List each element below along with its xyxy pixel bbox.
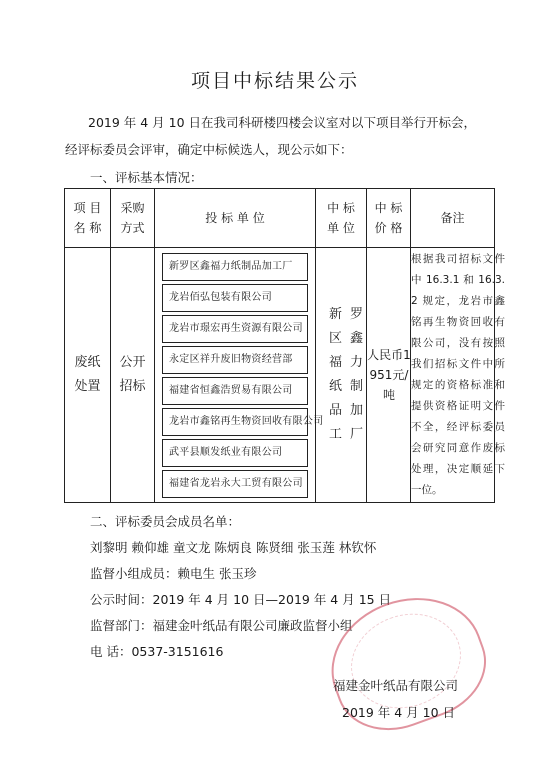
- bidder-item: 福建省龙岩永大工贸有限公司: [162, 470, 308, 498]
- project-name-cell: 废纸处置: [65, 248, 111, 503]
- contact-phone: 电 话：0537-3151616: [90, 644, 224, 659]
- intro-line-2: 经评标委员会评审，确定中标候选人，现公示如下：: [65, 142, 353, 157]
- section-heading-1: 一、评标基本情况：: [90, 170, 203, 185]
- bidder-item: 龙岩市鑫铭再生物资回收有限公司: [162, 408, 308, 436]
- method-cell: 公开招标: [111, 248, 155, 503]
- bidders-cell: [155, 248, 324, 503]
- header-method: 采购方式: [111, 189, 155, 248]
- bidder-item: 新罗区鑫福力纸制品加工厂: [162, 253, 308, 281]
- section-heading-2: 二、评标委员会成员名单：: [90, 514, 241, 529]
- header-remark: 备注: [411, 189, 495, 248]
- intro-line-1: 2019 年 4 月 10 日在我司科研楼四楼会议室对以下项目举行开标会，: [88, 115, 477, 130]
- bid-table: [64, 188, 505, 503]
- bidder-item: 武平县顺发纸业有限公司: [162, 439, 308, 467]
- signature-company: 福建金叶纸品有限公司: [333, 678, 459, 693]
- winner-cell: 新罗区鑫福力纸制品加工厂: [316, 248, 367, 503]
- table-header-row: [65, 189, 495, 248]
- header-project: 项 目 名 称: [65, 189, 111, 248]
- bidder-item: 福建省恒鑫浩贸易有限公司: [162, 377, 308, 405]
- bidder-item: 龙岩佰弘包装有限公司: [162, 284, 308, 312]
- signature-date: 2019 年 4 月 10 日: [342, 705, 456, 720]
- header-price: 中 标 价 格: [367, 189, 411, 248]
- committee-members: 刘黎明 赖仰雄 童文龙 陈炳良 陈贤细 张玉莲 林钦怀: [90, 540, 377, 555]
- publicity-period: 公示时间：2019 年 4 月 10 日—2019 年 4 月 15 日: [90, 592, 392, 607]
- header-bidders: 投 标 单 位: [155, 189, 316, 248]
- remark-cell: 根据我司招标文件中 16.3.1 和 16.3.2 规定，龙岩市鑫铭再生物资回收有限公司，没有按照我们招标文件中所规定的资格标准和提供资格证明文件不全，经评标委员会研究同意作废标处理，决定顺延下一位。: [411, 248, 495, 503]
- page-title: 项目中标结果公示: [190, 70, 359, 92]
- table-row: [65, 248, 495, 503]
- price-cell: 人民币1951元/吨: [367, 248, 411, 503]
- bidder-item: 永定区祥升废旧物资经营部: [162, 346, 308, 374]
- header-winner: 中 标 单 位: [316, 189, 367, 248]
- supervisor-members: 监督小组成员：赖电生 张玉珍: [90, 566, 257, 581]
- bidder-item: 龙岩市璟宏再生资源有限公司: [162, 315, 308, 343]
- supervising-department: 监督部门：福建金叶纸品有限公司廉政监督小组: [90, 618, 353, 633]
